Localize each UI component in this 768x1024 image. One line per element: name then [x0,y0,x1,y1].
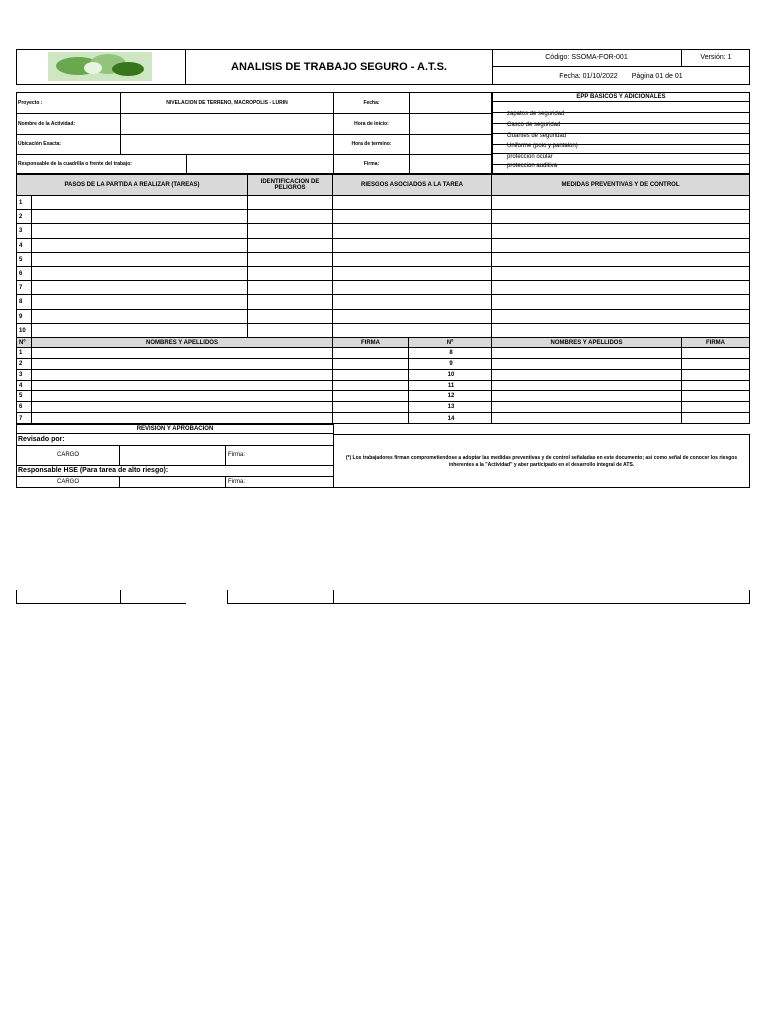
ubicacion-label: Ubicación Exacta: [18,141,62,147]
epp-title: EPP BASICOS Y ADICIONALES [492,92,750,102]
worker-number: 8 [409,348,492,359]
task-number: 2 [17,210,32,224]
proyecto-value[interactable]: NIVELACION DE TERRENO, MACROPOLIS - LURIN [166,99,288,106]
peligro-input[interactable] [248,224,333,239]
worker-number: 11 [409,381,492,391]
task-number: 7 [17,281,32,295]
worker-name-input[interactable] [32,381,333,391]
riesgos-col-header: RIESGOS ASOCIADOS A LA TAREA [333,175,492,196]
task-number: 9 [17,310,32,324]
remnant-bottom-line [16,603,186,604]
codigo-cell: Código: SSOMA-FOR-001 [492,49,682,67]
worker-firma-input[interactable] [682,348,749,359]
worker-name-input[interactable] [492,359,682,370]
peligros-col-header: IDENTIFICACION DE PELIGROS [248,175,333,196]
worker-firma-input[interactable] [333,413,409,424]
task-step-input[interactable] [32,310,248,324]
epp-item[interactable]: Guantes de seguridad [492,124,750,134]
worker-name-input[interactable] [492,402,682,413]
peligro-input[interactable] [248,267,333,281]
task-step-input[interactable] [32,224,248,239]
worker-number: 5 [17,391,32,402]
worker-firma-input[interactable] [333,370,409,381]
task-number: 6 [17,267,32,281]
task-step-input[interactable] [32,324,248,338]
medida-input[interactable] [492,239,749,253]
task-step-input[interactable] [32,295,248,310]
worker-name-input[interactable] [492,391,682,402]
hora-termino-input[interactable] [410,134,492,154]
riesgo-input[interactable] [333,224,492,239]
worker-name-input[interactable] [32,348,333,359]
task-step-input[interactable] [32,253,248,267]
task-step-input[interactable] [32,196,248,210]
medida-input[interactable] [492,324,749,338]
worker-name-input[interactable] [32,359,333,370]
task-number: 3 [17,224,32,239]
proyecto-label: Proyecto : [18,99,43,106]
epp-item[interactable]: zapatos de seguridad [492,102,750,113]
riesgo-input[interactable] [333,267,492,281]
cargo-hse-input[interactable] [120,476,226,488]
hora-termino-label: Hora de termino: [351,141,392,147]
worker-firma-input[interactable] [333,348,409,359]
worker-number: 10 [409,370,492,381]
worker-firma-input[interactable] [682,391,749,402]
remnant-divider [333,590,334,604]
task-number: 10 [17,324,32,338]
firma-label: Firma: [363,161,380,167]
task-number: 1 [17,196,32,210]
worker-name-input[interactable] [492,413,682,424]
approval-title: REVISION Y APROBACION [17,424,333,434]
cargo-input[interactable] [120,445,226,465]
hora-inicio-input[interactable] [410,113,492,134]
worker-number: 2 [17,359,32,370]
remnant-right-border [749,590,750,604]
worker-name-input[interactable] [492,348,682,359]
worker-firma-input[interactable] [682,413,749,424]
peligro-input[interactable] [248,210,333,224]
epp-item[interactable]: Casco de seguridad [492,113,750,124]
fecha-label: Fecha: [363,99,380,106]
task-step-input[interactable] [32,239,248,253]
revisado-label: Revisado por: [18,436,65,443]
medida-input[interactable] [492,310,749,324]
worker-name-input[interactable] [492,370,682,381]
riesgo-input[interactable] [333,196,492,210]
worker-number: 13 [409,402,492,413]
workers-firma-header: FIRMA [333,338,409,348]
riesgo-input[interactable] [333,281,492,295]
firma-input[interactable] [410,154,492,174]
medida-input[interactable] [492,210,749,224]
worker-number: 1 [17,348,32,359]
fecha-cell: Fecha: 01/10/2022 Página 01 de 01 [559,72,683,80]
worker-firma-input[interactable] [682,402,749,413]
task-number: 8 [17,295,32,310]
worker-name-input[interactable] [32,391,333,402]
peligro-input[interactable] [248,310,333,324]
worker-name-input[interactable] [32,370,333,381]
workers-firma-header-right: FIRMA [682,338,749,348]
worker-firma-input[interactable] [333,391,409,402]
remnant-divider [120,590,121,604]
riesgo-input[interactable] [333,310,492,324]
version-cell: Versión: 1 [682,49,750,67]
riesgo-input[interactable] [333,239,492,253]
medida-input[interactable] [492,224,749,239]
worker-firma-input[interactable] [333,359,409,370]
medida-input[interactable] [492,295,749,310]
fecha-input[interactable] [410,92,492,113]
worker-number: 6 [17,402,32,413]
medidas-col-header: MEDIDAS PREVENTIVAS Y DE CONTROL [492,175,749,196]
worker-number: 4 [17,381,32,391]
firma-approval-label: Firma: [228,452,245,458]
epp-item[interactable]: proteccion auditiva [492,154,750,165]
workers-nombres-header-right: NOMBRES Y APELLIDOS [492,338,682,348]
epp-item[interactable]: Uniforme (polo y pantalon) [492,134,750,145]
worker-firma-input[interactable] [682,359,749,370]
responsable-label: Responsable de la cuadrilla o frente del trabajo: [18,161,132,167]
worker-number: 12 [409,391,492,402]
worker-number: 7 [17,413,32,424]
actividad-input[interactable] [121,113,333,134]
riesgo-input[interactable] [333,295,492,310]
cargo-hse-label: CARGO [17,476,120,488]
peligro-input[interactable] [248,281,333,295]
task-number: 4 [17,239,32,253]
task-step-input[interactable] [32,281,248,295]
epp-item[interactable] [492,165,750,174]
worker-number: 9 [409,359,492,370]
document-title: ANALISIS DE TRABAJO SEGURO - A.T.S. [231,61,447,73]
remnant-bottom-line [227,603,750,604]
ubicacion-input[interactable] [121,134,333,154]
worker-firma-input[interactable] [682,370,749,381]
worker-name-input[interactable] [32,413,333,424]
worker-name-input[interactable] [492,381,682,391]
company-logo [48,52,152,81]
hora-inicio-label: Hora de inicio: [354,120,389,127]
medida-input[interactable] [492,253,749,267]
workers-num-header-right: Nº [409,338,492,348]
commitment-note: (*) Los trabajadores firman comprometiendose a adoptar las medidas preventivas y de control señaladas en este documento; asi como señal de conocer los riesgos inherentes a la "Actividad" y aber participado en el desarrollo integral de ATS. [345,455,738,468]
responsable-input[interactable] [187,154,333,174]
worker-name-input[interactable] [32,402,333,413]
peligro-input[interactable] [248,324,333,338]
responsable-hse-label: Responsable HSE (Para tarea de alto riesgo): [18,467,169,474]
peligro-input[interactable] [248,196,333,210]
epp-item[interactable]: proteccion ocular [492,145,750,154]
task-step-input[interactable] [32,267,248,281]
peligro-input[interactable] [248,239,333,253]
medida-input[interactable] [492,281,749,295]
peligro-input[interactable] [248,295,333,310]
tasks-col-header: PASOS DE LA PARTIDA A REALIZAR (TAREAS) [17,175,248,196]
medida-input[interactable] [492,267,749,281]
actividad-label: Nombre de la Actividad: [18,120,76,127]
worker-firma-input[interactable] [333,402,409,413]
workers-nombres-header: NOMBRES Y APELLIDOS [32,338,333,348]
remnant-left-border [16,590,17,604]
task-step-input[interactable] [32,210,248,224]
cargo-label: CARGO [17,445,120,465]
riesgo-input[interactable] [333,210,492,224]
workers-num-header: Nº [17,338,32,348]
task-number: 5 [17,253,32,267]
worker-firma-input[interactable] [682,381,749,391]
worker-number: 14 [409,413,492,424]
riesgo-input[interactable] [333,253,492,267]
worker-firma-input[interactable] [333,381,409,391]
firma-hse-label: Firma: [228,479,245,485]
peligro-input[interactable] [248,253,333,267]
riesgo-input[interactable] [333,324,492,338]
medida-input[interactable] [492,196,749,210]
worker-number: 3 [17,370,32,381]
remnant-divider [227,590,228,604]
